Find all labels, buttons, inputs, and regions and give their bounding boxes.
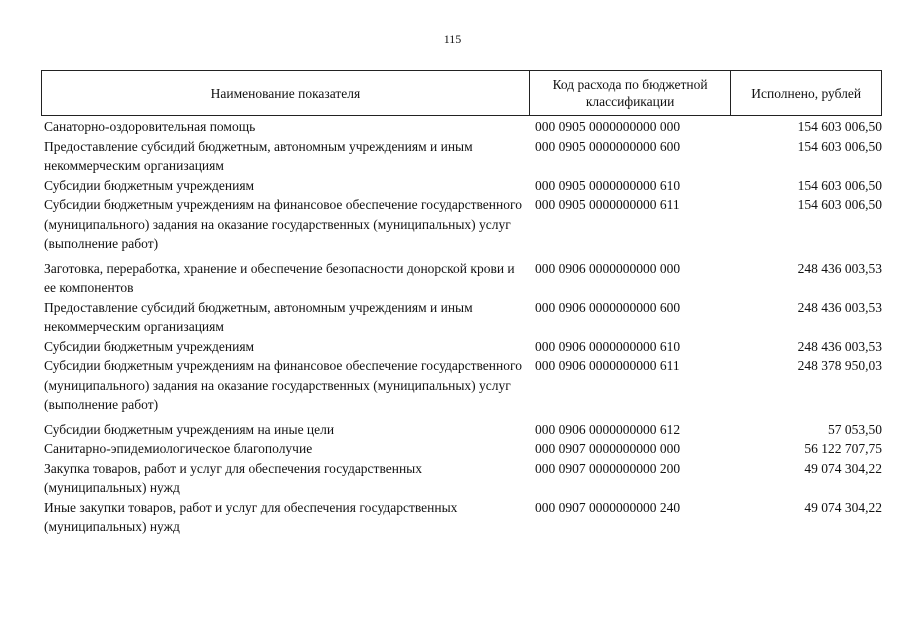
row-name: Иные закупки товаров, работ и услуг для обеспечения государственных (муниципальных) нужд [44,499,458,534]
table-row [44,259,882,298]
row-amount: 154 603 006,50 [797,138,882,154]
table-row [44,298,882,337]
table-row [44,137,882,176]
row-name: Предоставление субсидий бюджетным, автономным учреждениям и иным некоммерческим организациям [44,299,473,334]
row-name: Субсидии бюджетным учреждениям [44,177,255,193]
row-code: 000 0905 0000000000 000 [535,119,681,134]
row-amount: 57 053,50 [828,421,882,437]
table-header [41,70,882,116]
row-name: Закупка товаров, работ и услуг для обеспечения государственных (муниципальных) нужд [44,460,423,495]
row-code: 000 0906 0000000000 610 [535,338,681,354]
table-row [44,195,882,254]
row-amount: 248 436 003,53 [797,338,882,354]
row-amount: 49 074 304,22 [804,499,882,515]
header-name: Наименование показателя [210,85,361,101]
row-code: 000 0905 0000000000 600 [535,138,681,154]
table-row [44,420,882,440]
page-number: 115 [443,32,462,46]
header-code: Код расхода по бюджетной классификации [529,71,731,115]
table-row [44,337,882,357]
row-code: 000 0906 0000000000 000 [535,260,681,276]
row-name: Субсидии бюджетным учреждениям [44,338,255,354]
table-row [44,439,882,459]
table-row [44,176,882,196]
row-name: Субсидии бюджетным учреждениям на иные цели [44,421,335,437]
row-code: 000 0907 0000000000 200 [535,460,681,476]
row-amount: 49 074 304,22 [804,460,882,476]
row-name: Санитарно-эпидемиологическое благополучие [44,441,313,456]
row-code: 000 0905 0000000000 610 [535,177,681,193]
table-row [44,459,882,498]
row-name: Субсидии бюджетным учреждениям на финансовое обеспечение государственного (муниципального) задания на оказание государственных (муниципальных) услуг (выполнение работ) [44,358,522,412]
row-amount: 248 436 003,53 [797,299,882,315]
row-name: Субсидии бюджетным учреждениям на финансовое обеспечение государственного (муниципального) задания на оказание государственных (муниципальных) услуг (выполнение работ) [44,197,522,251]
row-code: 000 0905 0000000000 611 [535,197,680,212]
table-body [44,117,882,537]
row-name: Предоставление субсидий бюджетным, автономным учреждениям и иным некоммерческим организациям [44,138,473,173]
row-code: 000 0906 0000000000 612 [535,421,681,437]
row-code: 000 0907 0000000000 000 [535,441,681,456]
table-row [44,498,882,537]
row-amount: 248 378 950,03 [797,358,882,373]
row-amount: 154 603 006,50 [797,197,882,212]
row-code: 000 0907 0000000000 240 [535,499,681,515]
row-name: Санаторно-оздоровительная помощь [44,119,256,134]
table-row [44,117,882,137]
header-amount: Исполнено, рублей [730,71,881,115]
row-amount: 154 603 006,50 [797,119,882,134]
row-name: Заготовка, переработка, хранение и обеспечение безопасности донорской крови и ее компонентов [44,260,515,295]
row-code: 000 0906 0000000000 600 [535,299,681,315]
row-code: 000 0906 0000000000 611 [535,358,680,373]
row-amount: 248 436 003,53 [797,260,882,276]
table-row [44,356,882,415]
row-amount: 56 122 707,75 [804,441,882,456]
row-amount: 154 603 006,50 [797,177,882,193]
